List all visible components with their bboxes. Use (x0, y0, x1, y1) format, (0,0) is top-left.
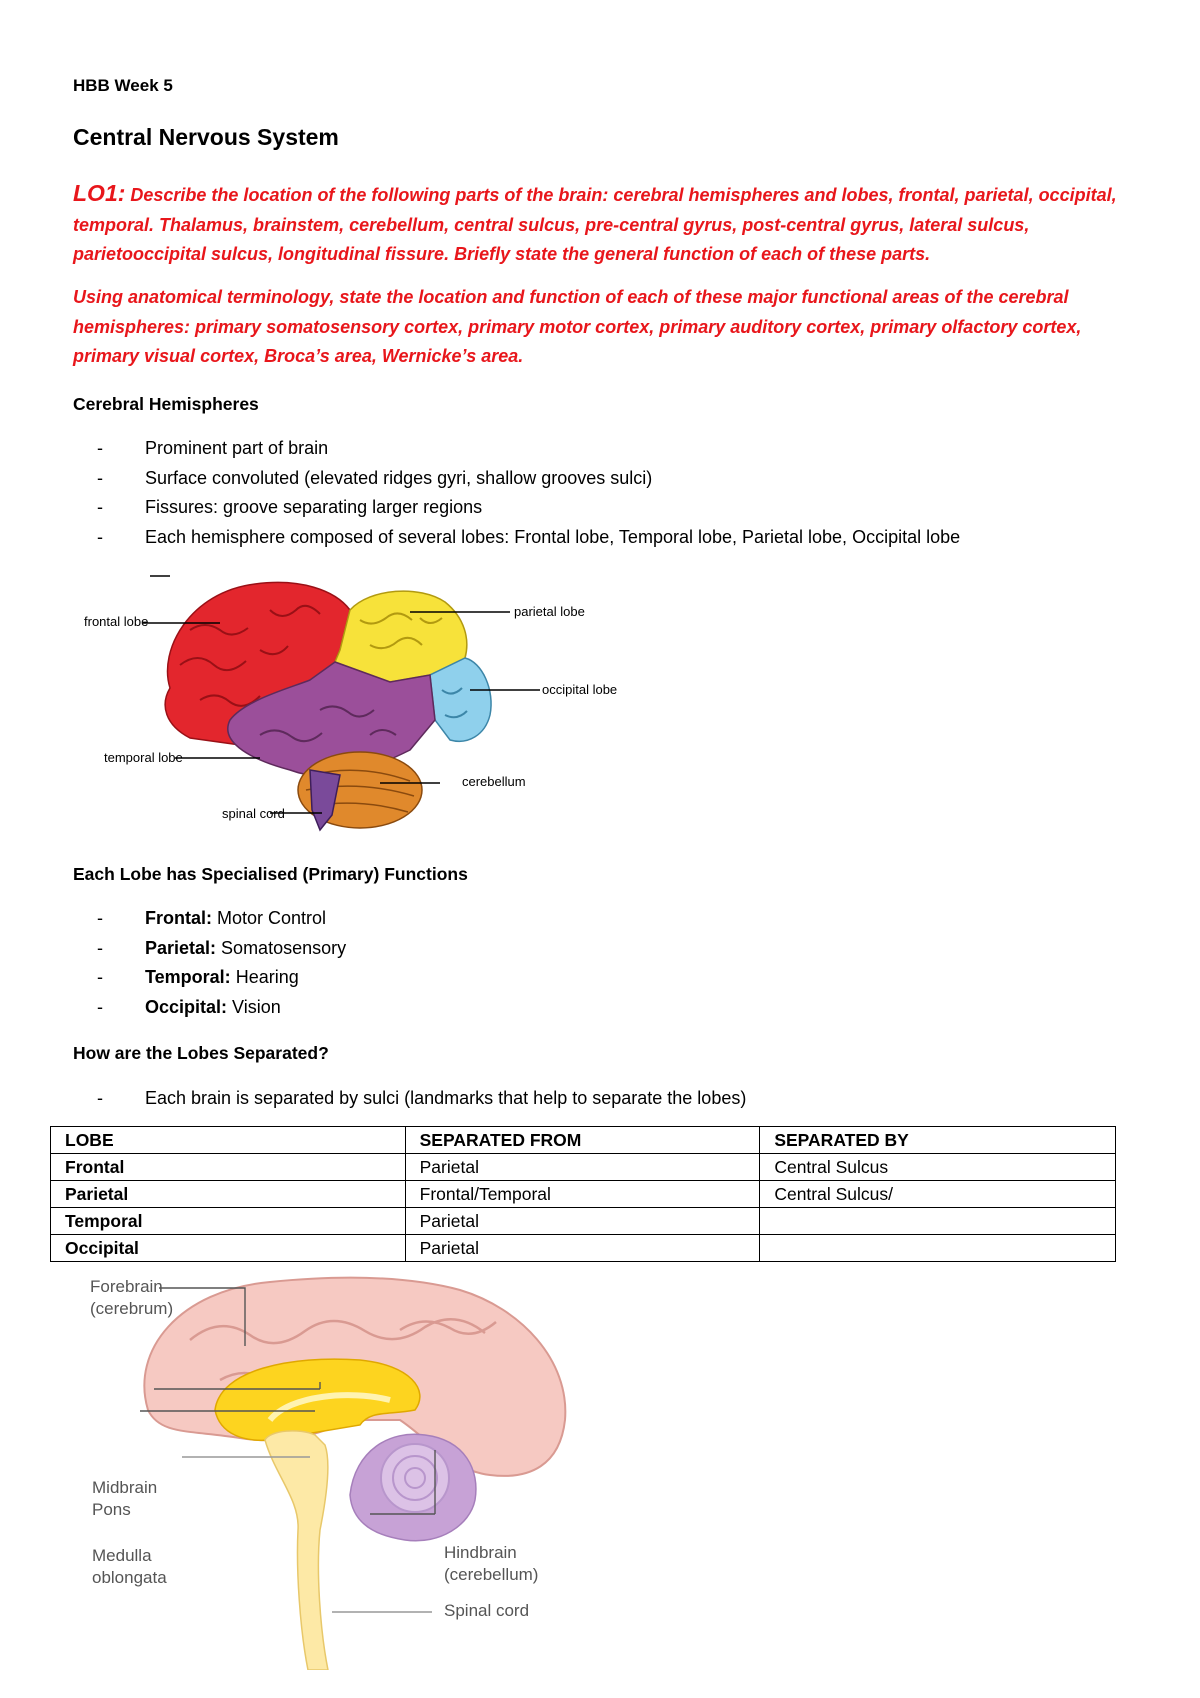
lobe-name: Occipital: (145, 996, 228, 1017)
list-item (73, 993, 346, 1023)
column-header: SEPARATED FROM (405, 1127, 760, 1154)
table-cell: Parietal (405, 1208, 760, 1235)
table-cell: Central Sulcus/ (760, 1181, 1116, 1208)
column-header: SEPARATED BY (760, 1127, 1116, 1154)
lobe-function: Somatosensory (216, 937, 347, 958)
brainstem-region (265, 1431, 328, 1670)
parietal-lobe-label: parietal lobe (514, 604, 585, 619)
occipital-lobe-label: occipital lobe (542, 682, 618, 697)
table-cell: Occipital (51, 1235, 406, 1262)
midbrain-label: Midbrain (92, 1478, 158, 1497)
learning-objective-2: Using anatomical terminology, state the location and function of each of these major functional areas of the cerebral hemispheres: primary somatosensory cortex, primary motor cortex, primary auditory cortex, primary olfactory cortex, primary visual cortex, Broca’s area, Wernicke’s area. (73, 287, 1082, 366)
table-cell: Parietal (405, 1154, 760, 1181)
medulla-label-line2: oblongata (92, 1568, 167, 1587)
table-row (51, 1208, 1116, 1235)
spinal-cord-label: Spinal cord (444, 1601, 530, 1620)
column-header: LOBE (51, 1127, 406, 1154)
table-cell: Parietal (51, 1181, 406, 1208)
lo1-text: Describe the location of the following parts of the brain: cerebral hemispheres and lobes, frontal, parietal, occipital, temporal. Thalamus, brainstem, cerebellum, central sulcus, pre-central gyrus, post-central gyrus, lateral sulcus, parietooccipital sulcus, longitudinal fissure. Briefly state the general function of each of these parts. (73, 185, 1117, 264)
separation-bullet-list (73, 1084, 746, 1114)
table-cell (760, 1208, 1116, 1235)
lobe-function-list (73, 904, 346, 1022)
lo1-heading: LO1: (73, 180, 126, 206)
course-code: HBB Week 5 (73, 76, 173, 95)
spinal-cord-label: spinal cord (222, 806, 285, 821)
frontal-lobe-label: frontal lobe (84, 614, 149, 629)
table-row (51, 1154, 1116, 1181)
table-header-row (51, 1127, 1116, 1154)
lobe-function: Vision (227, 996, 281, 1017)
hindbrain-label-line1: Hindbrain (444, 1543, 517, 1562)
cerebellum-label: cerebellum (462, 774, 526, 789)
learning-objective-1 (73, 179, 1133, 270)
forebrain-label (90, 1276, 173, 1320)
hemisphere-bullet-list (73, 434, 960, 552)
list-item: - Prominent part of brain (73, 434, 960, 464)
lobe-name: Parietal: (145, 937, 217, 958)
temporal-lobe-label: temporal lobe (104, 750, 183, 765)
lobe-function: Hearing (230, 967, 299, 987)
lobe-name: Frontal: (145, 908, 212, 928)
table-row (51, 1181, 1116, 1208)
table-cell (760, 1235, 1116, 1262)
cerebellum-region (350, 1434, 476, 1541)
lobe-name: Temporal: (145, 967, 231, 987)
lobe-separation-table (50, 1126, 1116, 1262)
medulla-label (92, 1545, 167, 1589)
list-item: - Surface convoluted (elevated ridges gyri, shallow grooves sulci) (73, 464, 960, 494)
table-cell: Central Sulcus (760, 1154, 1116, 1181)
list-item: - Fissures: groove separating larger regions (73, 493, 960, 523)
section-heading-separation: How are the Lobes Separated? (73, 1043, 329, 1063)
hindbrain-label-line2: (cerebellum) (444, 1565, 539, 1584)
list-item (73, 963, 346, 993)
list-item: - Each hemisphere composed of several lobes: Frontal lobe, Temporal lobe, Parietal lobe, Occipital lobe (73, 523, 960, 553)
table-cell: Temporal (51, 1208, 406, 1235)
table-cell: Frontal/Temporal (405, 1181, 760, 1208)
page-title: Central Nervous System (73, 124, 339, 150)
hindbrain-label (444, 1542, 538, 1586)
forebrain-label-line1: Forebrain (90, 1277, 163, 1296)
table-cell: Frontal (51, 1154, 406, 1181)
pons-label: Pons (92, 1500, 131, 1519)
occipital-lobe-region (430, 658, 491, 741)
list-item (73, 934, 346, 964)
list-item: - Each brain is separated by sulci (landmarks that help to separate the lobes) (73, 1084, 746, 1114)
table-row (51, 1235, 1116, 1262)
lateral-brain-diagram (70, 570, 570, 835)
table-cell: Parietal (405, 1235, 760, 1262)
forebrain-label-line2: (cerebrum) (90, 1299, 174, 1318)
lobe-function: Motor Control (212, 908, 327, 928)
section-heading-functions: Each Lobe has Specialised (Primary) Functions (73, 864, 468, 884)
section-heading-hemispheres: Cerebral Hemispheres (73, 394, 259, 414)
list-item (73, 904, 346, 934)
medulla-label-line1: Medulla (92, 1546, 152, 1565)
